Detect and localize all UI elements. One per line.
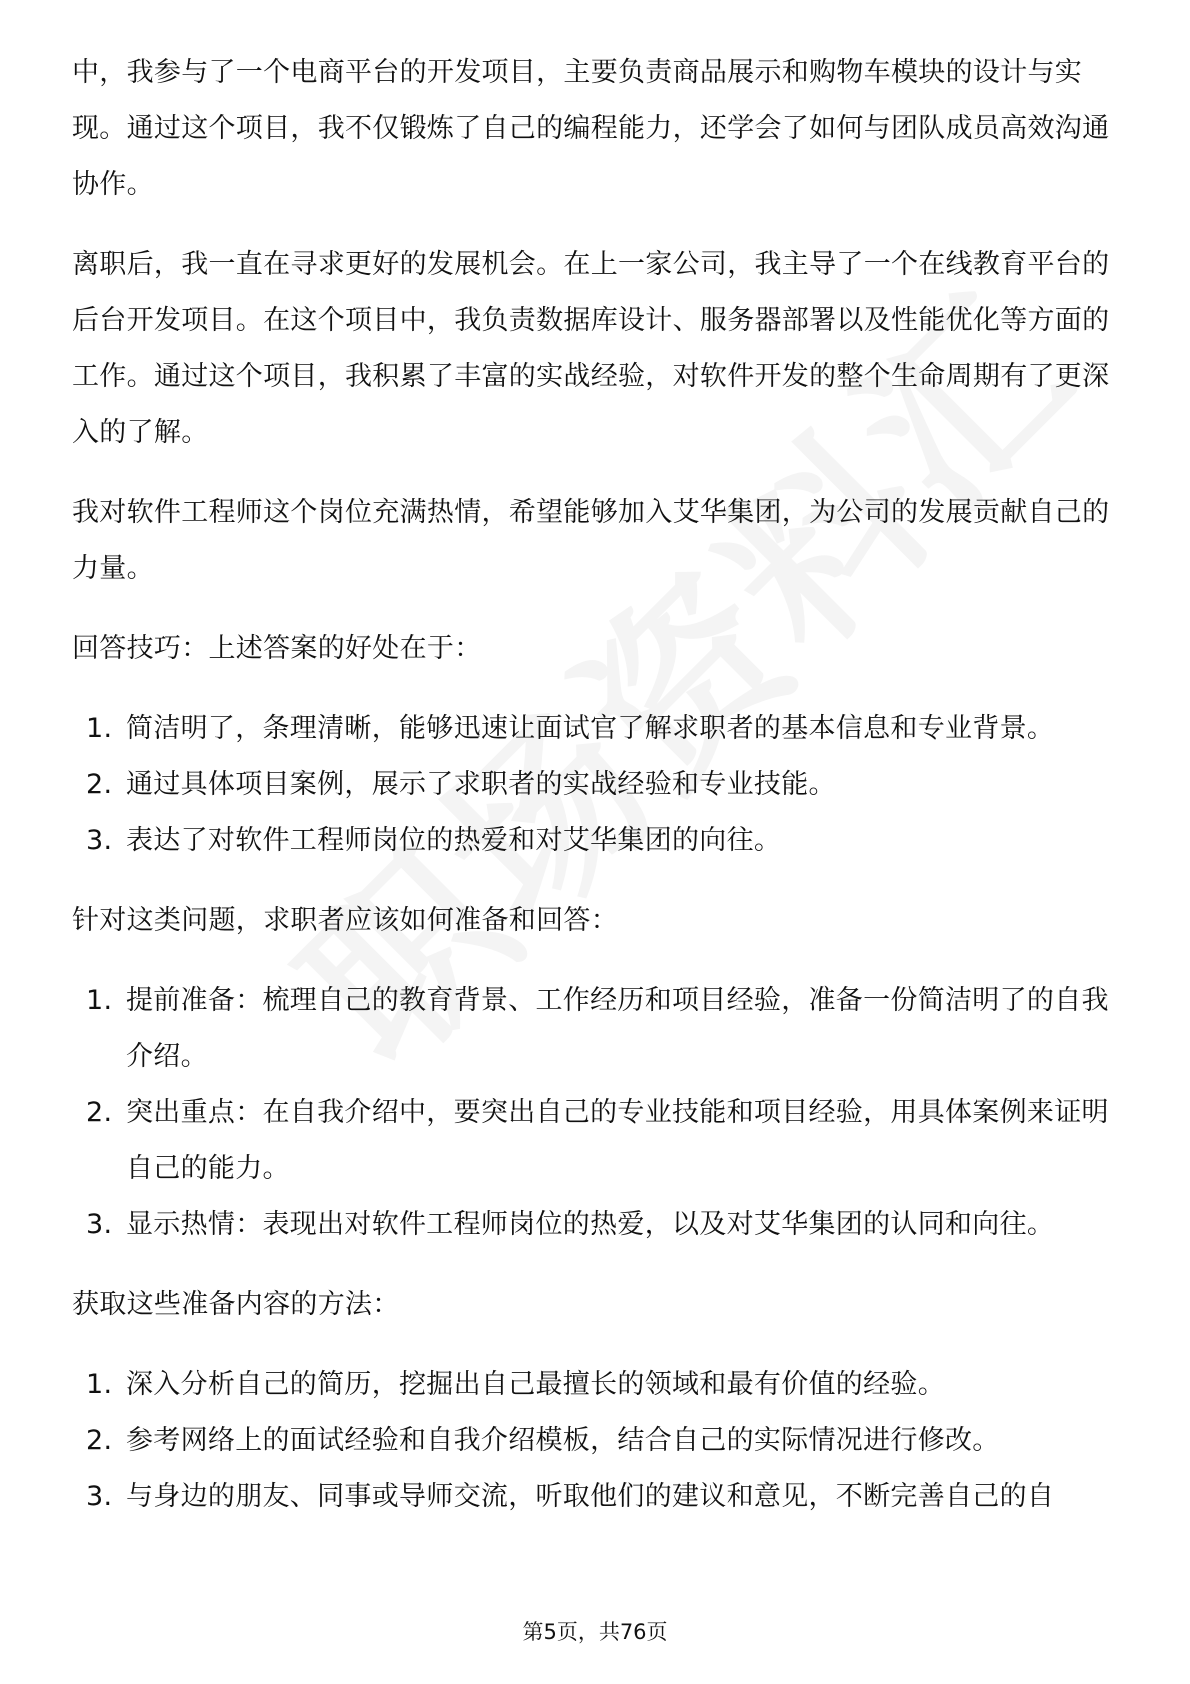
list-item-number: 1. (86, 1369, 113, 1400)
list-item-number: 1. (86, 713, 113, 744)
list-item-number: 2. (86, 1097, 113, 1128)
methods-list (72, 1357, 1122, 1525)
heading-how-to-prepare: 针对这类问题，求职者应该如何准备和回答： (72, 905, 618, 936)
list-item (72, 757, 1122, 813)
list-item-text: 参考网络上的面试经验和自我介绍模板，结合自己的实际情况进行修改。 (126, 1425, 1000, 1456)
heading-answer-tips: 回答技巧：上述答案的好处在于： (72, 633, 482, 664)
list-item (72, 1469, 1122, 1525)
list-item-text: 与身边的朋友、同事或导师交流，听取他们的建议和意见，不断完善自己的自 (126, 1481, 1055, 1512)
heading-methods: 获取这些准备内容的方法： (72, 1289, 400, 1320)
list-item-number: 3. (86, 825, 113, 856)
list-item-text: 显示热情：表现出对软件工程师岗位的热爱，以及对艾华集团的认同和向往。 (126, 1209, 1055, 1240)
list-item (72, 813, 1122, 869)
document-body (72, 45, 1122, 1549)
list-item (72, 973, 1122, 1085)
list-item (72, 1357, 1122, 1413)
page-number-footer: 第5页，共76页 (522, 1620, 668, 1644)
list-item-text: 深入分析自己的简历，挖掘出自己最擅长的领域和最有价值的经验。 (126, 1369, 945, 1400)
list-item-text: 提前准备：梳理自己的教育背景、工作经历和项目经验，准备一份简洁明了的自我介绍。 (126, 985, 1109, 1072)
answer-tips-list (72, 701, 1122, 869)
list-item-text: 表达了对软件工程师岗位的热爱和对艾华集团的向往。 (126, 825, 782, 856)
paragraph-motivation: 我对软件工程师这个岗位充满热情，希望能够加入艾华集团，为公司的发展贡献自己的力量。 (72, 497, 1110, 584)
paragraph-project-experience: 中，我参与了一个电商平台的开发项目，主要负责商品展示和购物车模块的设计与实现。通过这个项目，我不仅锻炼了自己的编程能力，还学会了如何与团队成员高效沟通协作。 (72, 57, 1110, 200)
list-item-number: 1. (86, 985, 113, 1016)
preparation-list (72, 973, 1122, 1253)
list-item (72, 701, 1122, 757)
list-item-number: 3. (86, 1209, 113, 1240)
paragraph-previous-job: 离职后，我一直在寻求更好的发展机会。在上一家公司，我主导了一个在线教育平台的后台开发项目。在这个项目中，我负责数据库设计、服务器部署以及性能优化等方面的工作。通过这个项目，我积累了丰富的实战经验，对软件开发的整个生命周期有了更深入的了解。 (72, 249, 1110, 448)
list-item (72, 1197, 1122, 1253)
list-item (72, 1085, 1122, 1197)
list-item-text: 突出重点：在自我介绍中，要突出自己的专业技能和项目经验，用具体案例来证明自己的能力。 (126, 1097, 1109, 1184)
list-item-number: 2. (86, 769, 113, 800)
list-item-number: 3. (86, 1481, 113, 1512)
list-item-text: 通过具体项目案例，展示了求职者的实战经验和专业技能。 (126, 769, 836, 800)
list-item-number: 2. (86, 1425, 113, 1456)
list-item-text: 简洁明了，条理清晰，能够迅速让面试官了解求职者的基本信息和专业背景。 (126, 713, 1055, 744)
list-item (72, 1413, 1122, 1469)
